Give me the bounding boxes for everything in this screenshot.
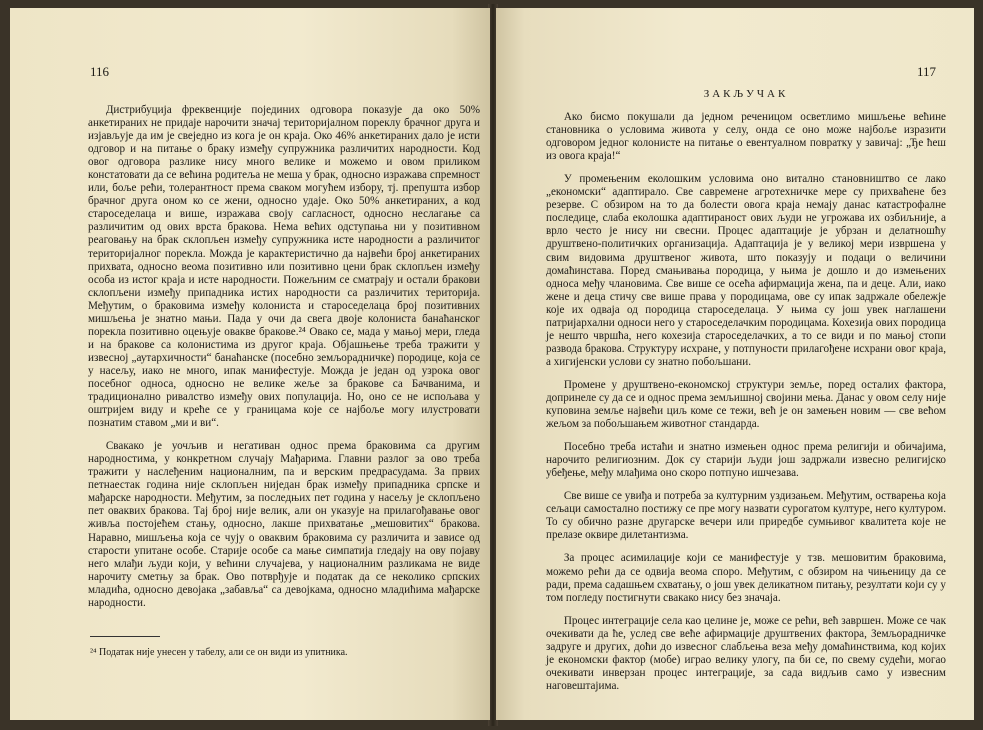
paragraph: За процес асимилације који се манифестује у тзв. мешовитим браковима, можемо рећи да се одвија веома споро. Међутим, с обзиром на чињеницу да се ради, према садашњем схватању, о још увек деликатном питању, резултати који су у том погледу постигнути свакако нису без значаја. xyxy=(546,552,946,604)
paragraph: Промене у друштвено-економској структури земље, поред осталих фактора, допринеле су да се и однос према земљишној својини мења. Данас у овом селу није куповина земље највећи циљ коме се тежи, већ је он замењен новим — све већом жељом за побољшањем животног стандарда. xyxy=(546,378,946,431)
paragraph: Све више се увиђа и потреба за културним уздизањем. Међутим, остварења која сељаци самостално постижу се пре могу назвати сурогатом културе, него културом. То су обично разне другарске вечери или приредбе сумњивог квалитета које не прелазе оквире дилетантизма. xyxy=(546,490,946,542)
paragraph: Дистрибуција фреквенције појединих одговора показује да око 50% анкетираних не придаје нарочити значај територијалном пореклу брачног друга и изјављује да им је свеједно из кога је он краја. Око 46% анкетираних дало је исти одговор и на питање о браку између супружника различитих народности. Код овог одговора разлике нису много велике и можемо и овом приликом констатовати да се већина родитеља не меша у брак, односно изражава спремност или, боље рећи, толерантност према сваком могућем избору, тј. препушта избор брачног друга оном ко се жени, односно удаје. Око 50% анкетираних, а код староседелаца и више, изражава своју сагласност, односно неслагање са различитим од ових врста бракова. Нема већих одступања ни у позитивном реаговању на брак склопљен између супружника исте народности а различитог територијалног порекла. Можда је карактеристично да највећи број анкетираних прихвата, односно веома позитивно или позитивно цени брак склопљен између особа из истог краја и исте народности. Пожељним се сматрају и остали бракови склопљени између припадника истих народности са различитих територија. Међутим, о браковима између колониста и староседелаца број позитивних мишљења је знатно мањи. Пада у очи да свега двоје колониста банаћанског порекла позитивно оцењује овакве бракове.²⁴ Овако се, мада у мањој мери, гледа и на бракове са колонистима из другог краја. Објашњење треба тражити у извесној „аутархичности“ банаћанске (посебно земљорадничке) породице, која се у насељу, иако не много, ипак манифестује. Можда је један од узрока овог посебног односа, односно не велике жеље за браковe са Бачванима, и традиционално ривалство између ових популација. Но, оно се не испољава у оштријем виду и креће се у границама које се најбоље могу илустровати познатим ставом „ми и ви“. xyxy=(88,104,480,430)
page-number: 117 xyxy=(916,64,936,79)
text-column xyxy=(88,104,480,620)
section-heading: ЗАКЉУЧАК xyxy=(703,88,789,100)
right-page xyxy=(496,8,974,720)
left-page xyxy=(10,8,490,720)
page-number: 116 xyxy=(90,64,110,79)
paragraph: Ако бисмо покушали да једном реченицом осветлимо мишљење већине становника о условима живота у селу, онда се оно може најбоље изразити одговором једног колонисте на питање о евентуалном повратку у завичај: „Ђе ћеш из овога краја!“ xyxy=(546,111,946,163)
paragraph: У промењеним еколошким условима оно витално становништво се лако „економски“ адаптирало. Све савремене агротехничке мере су прихваћене без резерве. С обзиром на то да болести овога краја немају данас катастрофалне последице, слаба еколошка адаптираност ових људи не угрожава их озбиљније, а врло често је нису ни свесни. Процес адаптације је убрзан и делатношћу друштвено-политичких организација. Адаптација је у великој мери извршена у свим видовима друштвеног живота, што показују и подаци о величини домаћинстава. Поред смањивања породица, у њима је дошло и до измењених односа међу члановима. Све више се осећа афирмација жена, па и деце. Али, иако жене и деца стичу све више права у породицама, ове су ипак задржале обележје које их одваја од породица староседелаца. У њима су још увек наглашени патријархални односи него у староседелачким породицама. Кохезија ових породица је нешто чвршћа, него кохезија староседелачких, а то се види и по мањој стопи развода бракова. Структуру исхране, у потпуности прилагођене исхрани овог краја, а хигијенски услови су знатно побољшани. xyxy=(546,173,946,368)
footnote: ²⁴ Податак није унесен у табелу, али се он види из упитника. xyxy=(90,647,348,658)
paragraph: Посебно треба истаћи и знатно измењен однос према религији и обичајима, нарочито религиозним. Док су старији људи још задржали извесно религијско убеђење, међу млађима оно скоро потпуно ишчезава. xyxy=(546,441,946,480)
text-column xyxy=(546,88,946,703)
paragraph: Процес интеграције села као целине је, може се рећи, већ завршен. Може се чак очекивати да ће, услед све веће афирмације друштвених фактора, Земљорадничке задруге и других, доћи до извесног слабљења веза међу домаћинствима, код којих је економски фактор (мобе) играо велику улогу, па би се, по свему судећи, могао очекивати инверзан процес интеграције, за сада видљив само у извесним наговештајима. xyxy=(546,614,946,692)
paragraph: Свакако је уочљив и негативан однос према браковима са другим народностима, у конкретном случају Мађарима. Главни разлог за ово треба тражити у наслеђеним националним, па и верским предрасудама. За првих петнаестак година није склопљен ниједан брак између припадника српске и мађарске народности. Међутим, за последњих пет година у насељу је склопљено пет оваквих бракова. Тај број није велик, али он указује на прилагођавање овог живља постојећем стању, односно, лакше прихватање „мешовитих“ бракова. Наравно, мишљења која се чују о оваквим браковима су различита и зависе од старости упитане особе. Старије особе са мање симпатија гледају на ову појаву него млађи људи који, у већини случајева, у националним разликама не виде нарочиту сметњу за брак. Ово потврђује и податак да се неколико српских младића, односно девојака „забавља“ са девојкама, односно младићима мађарске народности. xyxy=(88,440,480,609)
footnote-rule xyxy=(90,636,160,637)
